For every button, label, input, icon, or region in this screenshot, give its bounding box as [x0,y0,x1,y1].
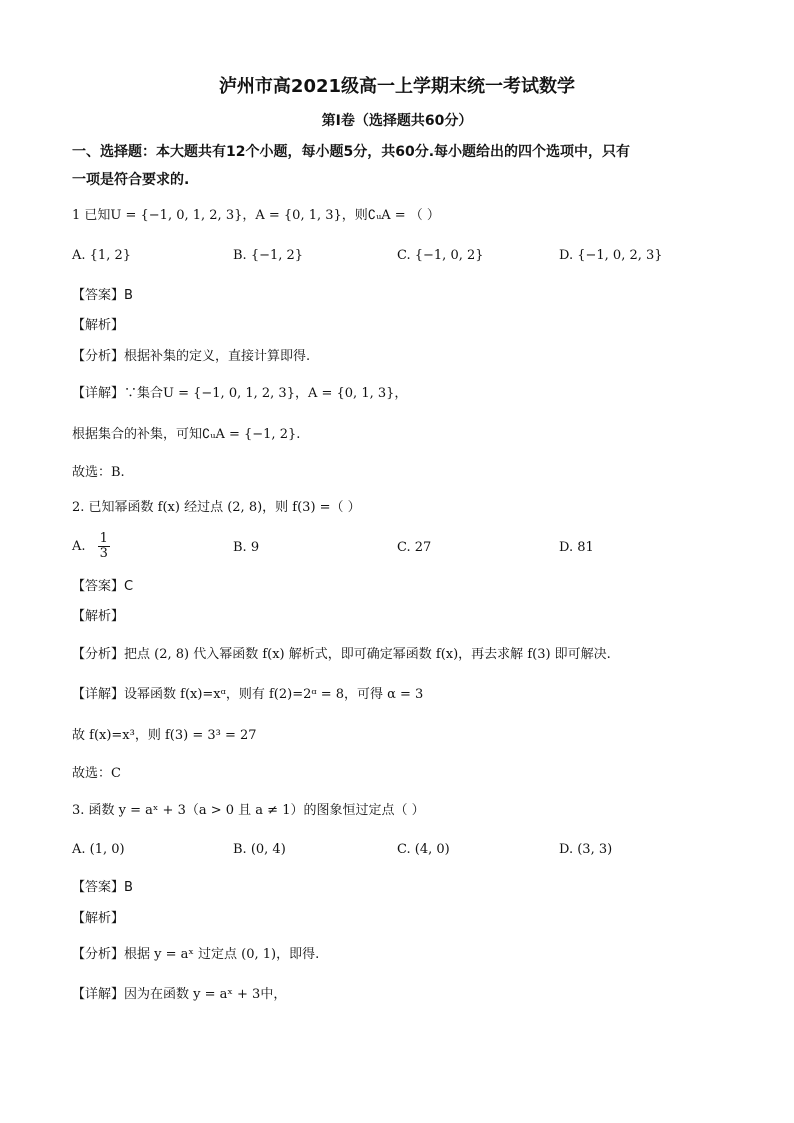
q1-option-b: B. {−1, 2} [233,248,304,263]
q3-analysis: 【解析】 [72,911,125,926]
q2-analysis: 【解析】 [72,609,125,624]
q1-line2: 根据集合的补集，可知∁ᵤA = {−1, 2}. [72,427,301,442]
q1-option-c: C. {−1, 0, 2} [397,248,484,263]
q3-options [72,842,732,862]
q1-fenxi: 【分析】根据补集的定义，直接计算即得. [72,349,311,364]
q1-option-d: D. {−1, 0, 2, 3} [559,248,663,263]
section-heading-line1: 一、选择题：本大题共有12个小题，每小题5分，共60分.每小题给出的四个选项中，只有 [72,144,631,160]
q3-stem: 3. 函数 y = aˣ + 3（a > 0 且 a ≠ 1）的图象恒过定点（ ） [72,803,425,818]
q3-option-b: B. (0, 4) [233,842,286,857]
q1-analysis: 【解析】 [72,318,125,333]
q3-xiangjie: 【详解】因为在函数 y = aˣ + 3中， [72,987,287,1002]
q2-option-c: C. 27 [397,540,432,555]
q1-xiangjie: 【详解】∵集合U = {−1, 0, 1, 2, 3}，A = {0, 1, 3}， [72,386,408,401]
q2-option-a-numerator: 1 [99,531,108,546]
q3-option-d: D. (3, 3) [559,842,613,857]
q2-line2: 故 f(x)=x³，则 f(3) = 3³ = 27 [72,728,257,743]
q2-choose: 故选：C [72,766,121,781]
q2-option-b: B. 9 [233,540,260,555]
q1-option-a: A. {1, 2} [72,248,132,263]
q2-answer: 【答案】C [72,579,134,594]
q3-fenxi: 【分析】根据 y = aˣ 过定点 (0, 1)，即得. [72,947,320,962]
q1-options [72,248,732,268]
document-title: 泸州市高2021级高一上学期末统一考试数学 [218,76,576,97]
q2-option-a-fraction [98,532,110,561]
q1-stem: 1 已知U = {−1, 0, 1, 2, 3}，A = {0, 1, 3}，则∁ᵤA = （ ） [72,208,440,223]
q3-option-c: C. (4, 0) [397,842,450,857]
section-heading-line2: 一项是符合要求的. [72,172,190,188]
q1-choose: 故选：B. [72,465,125,480]
q2-xiangjie: 【详解】设幂函数 f(x)=xᵅ，则有 f(2)=2ᵅ = 8，可得 α = 3 [72,687,424,702]
q2-option-a-denominator: 3 [99,546,108,561]
q2-fenxi: 【分析】把点 (2, 8) 代入幂函数 f(x) 解析式，即可确定幂函数 f(x)，再去求解 f(3) 即可解决. [72,647,611,662]
q1-answer: 【答案】B [72,288,133,303]
q2-option-d: D. 81 [559,540,594,555]
q2-stem: 2. 已知幂函数 f(x) 经过点 (2, 8)，则 f(3) =（ ） [72,500,361,515]
document-subtitle: 第I卷（选择题共60分） [321,113,473,129]
q3-answer: 【答案】B [72,880,133,895]
q2-options [72,531,732,561]
q3-option-a: A. (1, 0) [72,842,125,857]
q2-option-a [72,532,110,561]
q2-option-a-letter: A. [72,539,86,554]
